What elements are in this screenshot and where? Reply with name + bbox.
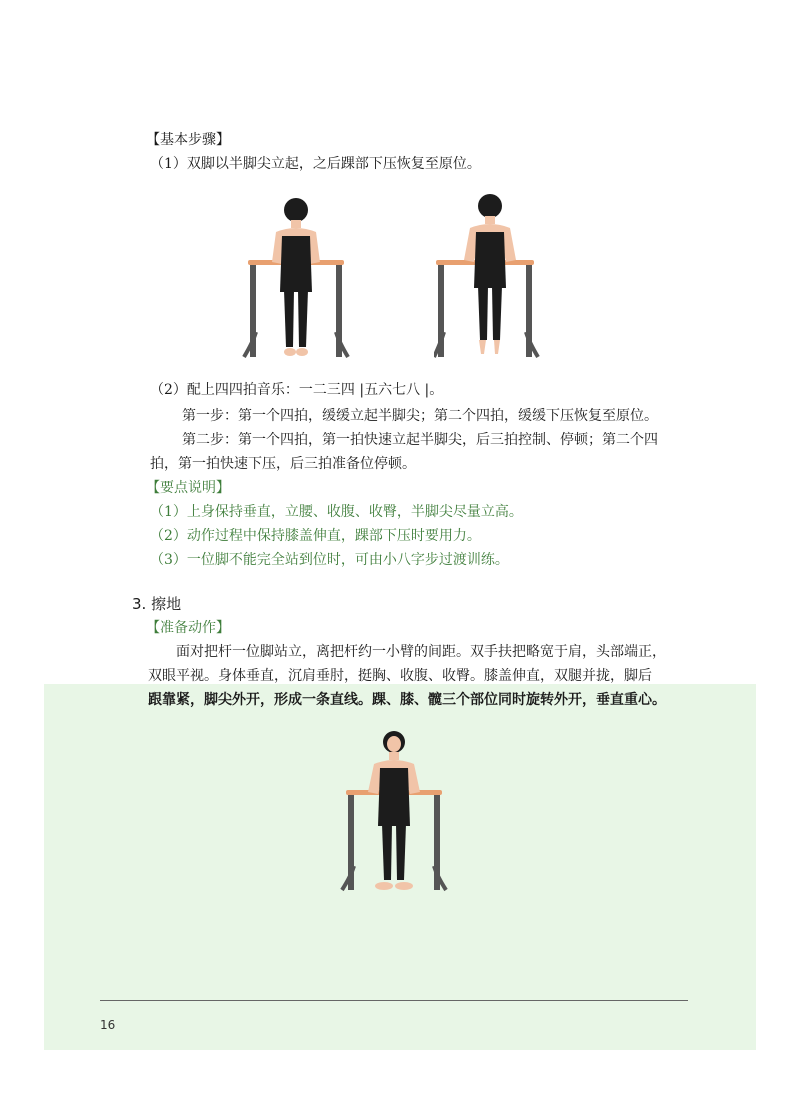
- key-point-1: （1）上身保持垂直，立腰、收腹、收臀，半脚尖尽量立高。: [150, 504, 523, 520]
- prep-heading: 【准备动作】: [146, 620, 230, 636]
- key-points-heading: 【要点说明】: [146, 480, 230, 496]
- music-count-line: （2）配上四四拍音乐：一二三四 |五六七八 |。: [150, 382, 444, 398]
- key-point-2: （2）动作过程中保持膝盖伸直，踝部下压时要用力。: [150, 528, 481, 544]
- key-point-3: （3）一位脚不能完全站到位时，可由小八字步过渡训练。: [150, 552, 509, 568]
- ballet-barre-photo-releve: [434, 192, 546, 360]
- prep-paragraph-line-3: 跟靠紧，脚尖外开，形成一条直线。踝、膝、髋三个部位同时旋转外开，垂直重心。: [148, 692, 666, 708]
- basic-step-1: （1）双脚以半脚尖立起，之后踝部下压恢复至原位。: [150, 156, 481, 172]
- music-step-two: 第二步：第一个四拍，第一拍快速立起半脚尖，后三拍控制、停顿；第二个四: [182, 432, 658, 448]
- ballet-barre-photo-first-position: [338, 728, 450, 896]
- music-step-two-continued: 拍，第一拍快速下压，后三拍准备位停顿。: [150, 456, 416, 472]
- ballet-barre-photo-flat: [240, 192, 352, 360]
- dancer-figure: [272, 198, 320, 356]
- dancer-figure: [368, 731, 420, 890]
- footer-divider: [100, 1000, 688, 1001]
- music-step-one: 第一步：第一个四拍，缓缓立起半脚尖；第二个四拍，缓缓下压恢复至原位。: [182, 408, 658, 424]
- page-number: 16: [100, 1018, 116, 1032]
- prep-paragraph-line-2: 双眼平视。身体垂直，沉肩垂肘，挺胸、收腹、收臀。膝盖伸直，双腿并拢，脚后: [148, 668, 652, 684]
- prep-paragraph-line-1: 面对把杆一位脚站立，离把杆约一小臂的间距。双手扶把略宽于肩，头部端正，: [176, 644, 666, 660]
- dancer-figure: [464, 194, 516, 354]
- basic-steps-heading: 【基本步骤】: [146, 132, 230, 148]
- section-title: 3. 擦地: [132, 595, 182, 613]
